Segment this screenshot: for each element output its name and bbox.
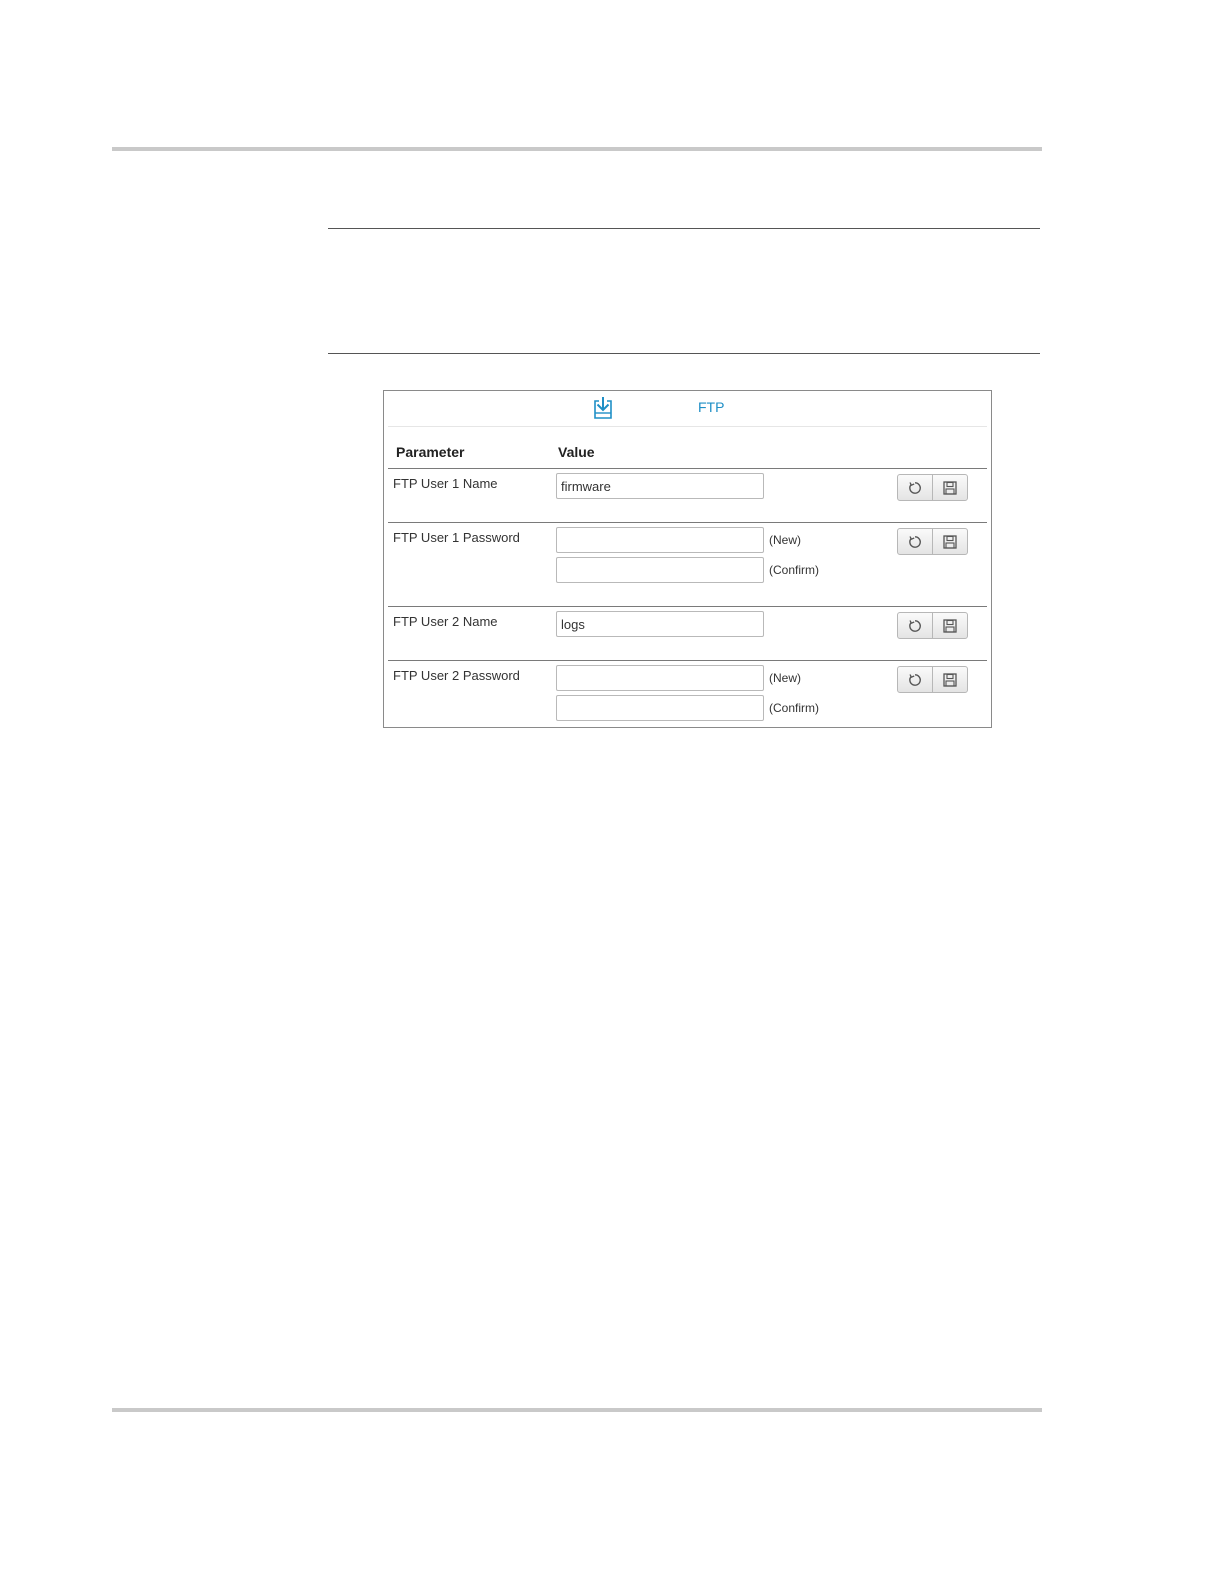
ftp-user2-name-input[interactable]	[556, 611, 764, 637]
ftp-user1-password-new-label: (New)	[769, 533, 801, 547]
ftp-user1-password-confirm-label: (Confirm)	[769, 563, 819, 577]
page-top-rule	[112, 147, 1042, 151]
ftp-user1-name-revert-button[interactable]	[898, 475, 932, 500]
revert-icon	[907, 480, 923, 496]
ftp-user2-password-new-label: (New)	[769, 671, 801, 685]
revert-icon	[907, 672, 923, 688]
section-top-divider	[328, 228, 1040, 229]
ftp-user2-name-actions	[897, 612, 968, 639]
column-header-value: Value	[558, 444, 595, 460]
ftp-user2-name-label: FTP User 2 Name	[393, 614, 498, 629]
ftp-user2-name-save-button[interactable]	[932, 613, 967, 638]
ftp-user1-password-confirm-input[interactable]	[556, 557, 764, 583]
ftp-user2-password-new-input[interactable]	[556, 665, 764, 691]
ftp-user1-password-label: FTP User 1 Password	[393, 530, 520, 545]
ftp-user1-password-actions	[897, 528, 968, 555]
ftp-user1-password-save-button[interactable]	[932, 529, 967, 554]
save-icon	[942, 480, 958, 496]
ftp-user1-name-save-button[interactable]	[932, 475, 967, 500]
ftp-user2-password-save-button[interactable]	[932, 667, 967, 692]
ftp-user1-password-new-input[interactable]	[556, 527, 764, 553]
ftp-user1-name-actions	[897, 474, 968, 501]
ftp-user1-name-input[interactable]	[556, 473, 764, 499]
header-row-divider	[388, 468, 987, 469]
ftp-user1-name-label: FTP User 1 Name	[393, 476, 498, 491]
ftp-user2-password-label: FTP User 2 Password	[393, 668, 520, 683]
revert-icon	[907, 534, 923, 550]
save-icon	[942, 672, 958, 688]
page-bottom-rule	[112, 1408, 1042, 1412]
save-icon	[942, 534, 958, 550]
ftp-user2-password-actions	[897, 666, 968, 693]
panel-title: FTP	[698, 399, 725, 415]
section-bottom-divider	[328, 353, 1040, 354]
ftp-user1-password-revert-button[interactable]	[898, 529, 932, 554]
ftp-user2-password-confirm-input[interactable]	[556, 695, 764, 721]
ftp-settings-panel	[383, 390, 992, 728]
header-divider	[388, 426, 987, 427]
save-icon	[942, 618, 958, 634]
ftp-user2-password-confirm-label: (Confirm)	[769, 701, 819, 715]
ftp-user2-password-revert-button[interactable]	[898, 667, 932, 692]
row-divider	[388, 660, 987, 661]
column-header-parameter: Parameter	[396, 444, 465, 460]
ftp-user2-name-revert-button[interactable]	[898, 613, 932, 638]
row-divider	[388, 606, 987, 607]
row-divider	[388, 522, 987, 523]
revert-icon	[907, 618, 923, 634]
download-icon	[591, 395, 615, 421]
panel-header	[384, 391, 991, 427]
